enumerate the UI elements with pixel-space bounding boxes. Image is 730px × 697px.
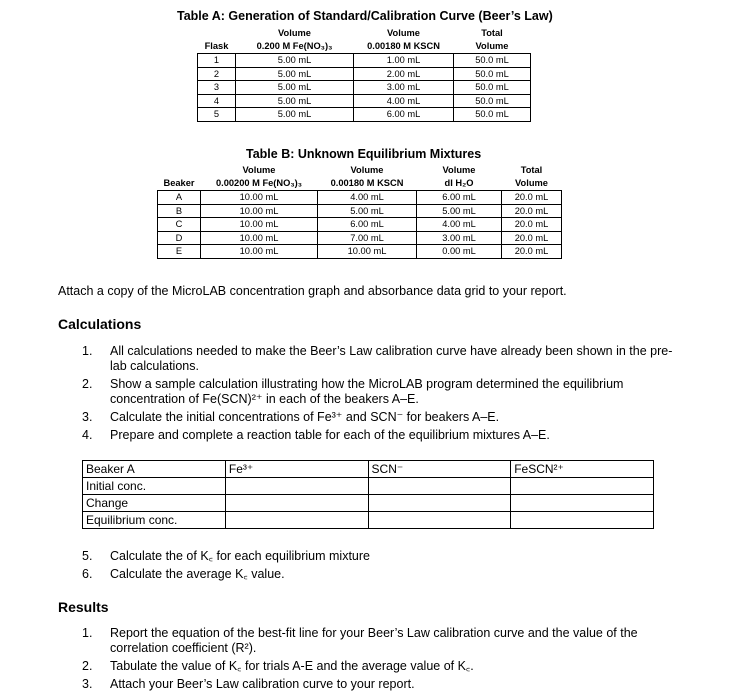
step-number: 1. <box>82 626 93 640</box>
table-b-header-cell <box>158 164 201 177</box>
reaction-table <box>82 460 654 529</box>
table-cell: 5 <box>198 108 236 122</box>
step-text: Show a sample calculation illustrating how the MicroLAB program determined the equilibrium concentration of Fe(SCN)²⁺ in each of the beakers A–E. <box>110 377 624 406</box>
table-cell: 3.00 mL <box>354 81 454 95</box>
reaction-table-row-label: Initial conc. <box>83 478 226 495</box>
step-number: 6. <box>82 567 93 581</box>
table-b-header-cell: Total <box>520 165 543 175</box>
table-row <box>83 478 654 495</box>
table-row <box>83 461 654 478</box>
table-cell: 5.00 mL <box>236 67 354 81</box>
table-cell: 10.00 mL <box>201 218 318 232</box>
table-cell: B <box>158 204 201 218</box>
table-cell: 10.00 mL <box>201 231 318 245</box>
table-b-header-cell: dI H₂O <box>444 178 474 188</box>
table-cell: 50.0 mL <box>454 81 531 95</box>
table-b-header-cell: Volume <box>515 178 548 188</box>
step-number: 2. <box>82 659 93 673</box>
table-cell: 1 <box>198 54 236 68</box>
table-cell: 20.0 mL <box>502 204 562 218</box>
table-row <box>158 191 562 205</box>
step-number: 5. <box>82 549 93 563</box>
list-item <box>82 377 682 407</box>
table-row <box>198 81 531 95</box>
step-number: 3. <box>82 677 93 691</box>
table-b-header-cell: Volume <box>242 165 276 175</box>
table-cell: 6.00 mL <box>417 191 502 205</box>
table-cell: 0.00 mL <box>417 245 502 259</box>
reaction-table-header-cell: SCN⁻ <box>368 461 511 478</box>
list-item <box>82 677 682 692</box>
table-cell: 6.00 mL <box>354 108 454 122</box>
table-cell: 5.00 mL <box>236 94 354 108</box>
reaction-table-cell <box>368 512 511 529</box>
table-cell: 10.00 mL <box>318 245 417 259</box>
list-item <box>82 659 682 674</box>
reaction-table-cell <box>368 478 511 495</box>
table-row <box>83 495 654 512</box>
reaction-table-header-cell: Beaker A <box>83 461 226 478</box>
step-text: All calculations needed to make the Beer’s Law calibration curve have already been shown in the pre-lab calculations. <box>110 344 673 373</box>
reaction-table-cell <box>511 495 654 512</box>
table-b-header-cell: Volume <box>350 165 384 175</box>
table-b <box>157 164 562 259</box>
table-cell: 10.00 mL <box>201 191 318 205</box>
reaction-table-header-cell: Fe³⁺ <box>225 461 368 478</box>
table-a-header-cell: Total <box>481 28 503 38</box>
reaction-table-header-cell: FeSCN²⁺ <box>511 461 654 478</box>
table-cell: 5.00 mL <box>236 81 354 95</box>
step-text: Report the equation of the best-fit line for your Beer’s Law calibration curve and the value of the correlation coefficient (R²). <box>110 626 638 655</box>
step-number: 1. <box>82 344 93 358</box>
table-cell: 4.00 mL <box>354 94 454 108</box>
table-b-header-cell: Beaker <box>163 178 195 188</box>
table-cell: 3.00 mL <box>417 231 502 245</box>
calculations-steps <box>82 344 682 446</box>
table-a-header-cell: Flask <box>204 41 229 51</box>
table-cell: 7.00 mL <box>318 231 417 245</box>
step-text: Calculate the of K꜀ for each equilibrium mixture <box>110 549 371 563</box>
table-cell: 50.0 mL <box>454 67 531 81</box>
step-number: 4. <box>82 428 93 442</box>
attach-note: Attach a copy of the MicroLAB concentration graph and absorbance data grid to your report. <box>58 284 567 298</box>
table-b-header-cell: 0.00180 M KSCN <box>330 178 404 188</box>
table-cell: 50.0 mL <box>454 94 531 108</box>
calculations-steps-continued <box>82 549 682 585</box>
table-cell: 20.0 mL <box>502 245 562 259</box>
table-cell: 5.00 mL <box>236 108 354 122</box>
table-b-header-cell: 0.00200 M Fe(NO₃)₃ <box>215 178 303 188</box>
list-item <box>82 567 682 582</box>
table-b-header-cell: Volume <box>442 165 476 175</box>
list-item <box>82 626 682 656</box>
calculations-heading: Calculations <box>58 316 142 332</box>
reaction-table-cell <box>511 512 654 529</box>
reaction-table-cell <box>511 478 654 495</box>
step-text: Prepare and complete a reaction table for each of the equilibrium mixtures A–E. <box>110 428 550 442</box>
list-item <box>82 410 682 425</box>
step-number: 2. <box>82 377 93 391</box>
table-cell: 10.00 mL <box>201 204 318 218</box>
step-text: Tabulate the value of K꜀ for trials A-E and the average value of K꜀. <box>110 659 474 673</box>
table-row <box>158 218 562 232</box>
table-cell: 2.00 mL <box>354 67 454 81</box>
table-a <box>197 27 531 122</box>
results-steps <box>82 626 682 695</box>
reaction-table-cell <box>225 512 368 529</box>
table-cell: 20.0 mL <box>502 191 562 205</box>
table-cell: 5.00 mL <box>318 204 417 218</box>
table-cell: 5.00 mL <box>417 204 502 218</box>
table-cell: 10.00 mL <box>201 245 318 259</box>
table-cell: A <box>158 191 201 205</box>
table-cell: 6.00 mL <box>318 218 417 232</box>
table-cell: 50.0 mL <box>454 108 531 122</box>
step-text: Calculate the average K꜀ value. <box>110 567 285 581</box>
table-cell: 3 <box>198 81 236 95</box>
table-row <box>158 204 562 218</box>
table-cell: 20.0 mL <box>502 231 562 245</box>
table-row <box>158 231 562 245</box>
table-a-caption: Table A: Generation of Standard/Calibration Curve (Beer’s Law) <box>177 9 553 23</box>
table-cell: 20.0 mL <box>502 218 562 232</box>
list-item <box>82 428 682 443</box>
table-row <box>158 245 562 259</box>
table-a-header-cell: 0.200 M Fe(NO₃)₃ <box>256 41 333 51</box>
step-text: Attach your Beer’s Law calibration curve to your report. <box>110 677 415 691</box>
table-cell: 4.00 mL <box>318 191 417 205</box>
table-cell: 5.00 mL <box>236 54 354 68</box>
table-a-header-cell: Volume <box>278 28 311 38</box>
reaction-table-cell <box>225 495 368 512</box>
step-number: 3. <box>82 410 93 424</box>
results-heading: Results <box>58 599 109 615</box>
table-a-header-cell: Volume <box>475 41 509 51</box>
table-row <box>198 108 531 122</box>
step-text: Calculate the initial concentrations of Fe³⁺ and SCN⁻ for beakers A–E. <box>110 410 500 424</box>
table-cell: 50.0 mL <box>454 54 531 68</box>
table-row <box>198 94 531 108</box>
table-a-header-cell: 0.00180 M KSCN <box>367 41 440 51</box>
list-item <box>82 344 682 374</box>
reaction-table-row-label: Change <box>83 495 226 512</box>
table-cell: 1.00 mL <box>354 54 454 68</box>
reaction-table-cell <box>225 478 368 495</box>
table-cell: 2 <box>198 67 236 81</box>
table-cell: D <box>158 231 201 245</box>
table-b-caption: Table B: Unknown Equilibrium Mixtures <box>246 147 482 161</box>
table-cell: 4.00 mL <box>417 218 502 232</box>
table-a-header-cell: Volume <box>387 28 420 38</box>
table-a-header-cell <box>198 27 236 40</box>
table-cell: 4 <box>198 94 236 108</box>
list-item <box>82 549 682 564</box>
reaction-table-cell <box>368 495 511 512</box>
table-row <box>83 512 654 529</box>
table-cell: E <box>158 245 201 259</box>
table-row <box>198 67 531 81</box>
table-cell: C <box>158 218 201 232</box>
reaction-table-row-label: Equilibrium conc. <box>83 512 226 529</box>
table-row <box>198 54 531 68</box>
